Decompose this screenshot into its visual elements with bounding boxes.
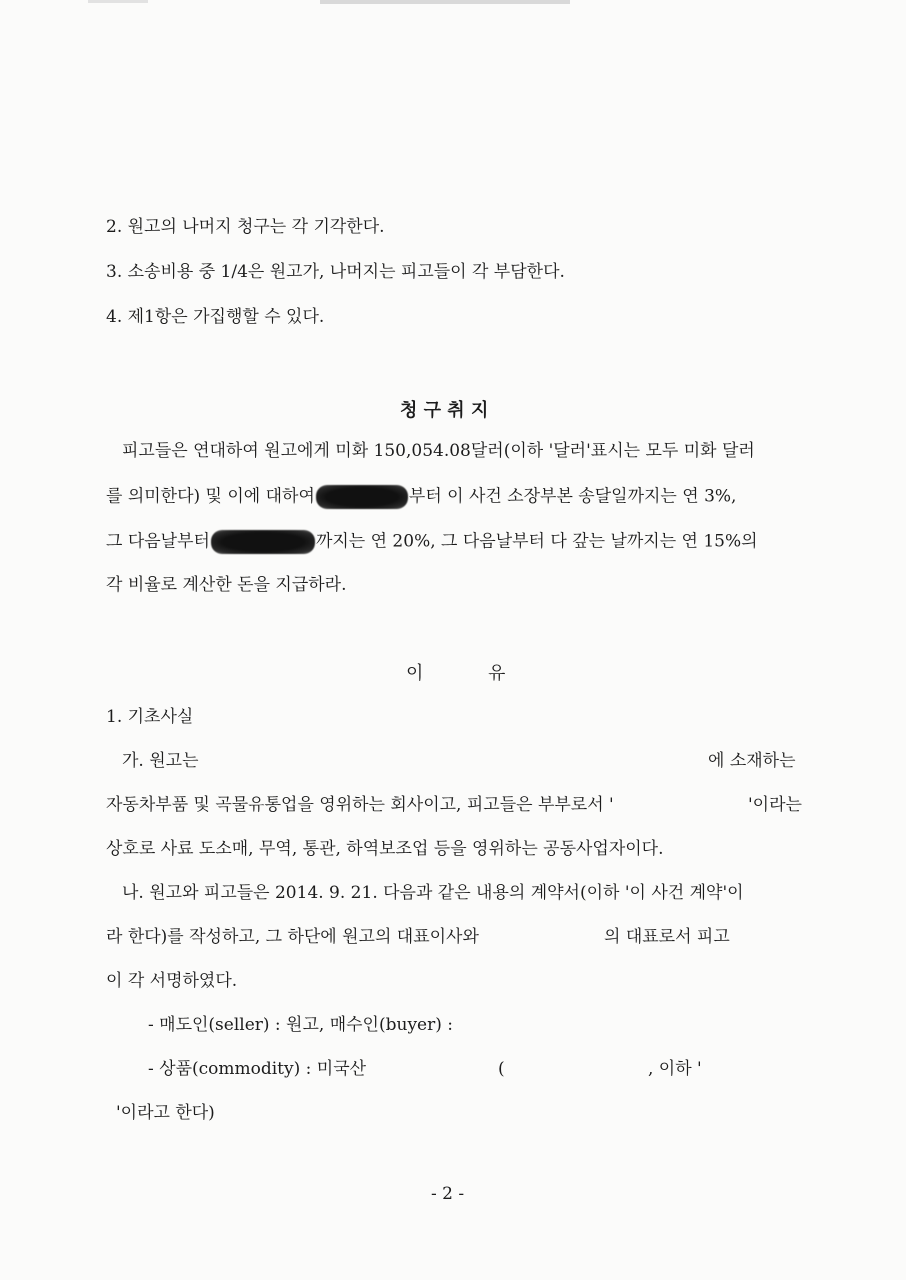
- scan-edge-mark: [320, 0, 570, 4]
- reason-heading-right: 유: [488, 663, 506, 684]
- claim-heading: 청 구 취 지: [400, 400, 489, 421]
- contract-detail-alias-end: '이라고 한다): [116, 1103, 215, 1123]
- order-item-3: 3. 소송비용 중 1/4은 원고가, 나머지는 피고들이 각 부담한다.: [106, 262, 565, 282]
- fact-ga-line-3: 상호로 사료 도소매, 무역, 통관, 하역보조업 등을 영위하는 공동사업자이다.: [106, 839, 664, 859]
- claim-line-3: [106, 530, 758, 554]
- claim-line-2: [106, 485, 736, 509]
- contract-detail-paren: (: [498, 1059, 505, 1079]
- fact-na-line-1: 나. 원고와 피고들은 2014. 9. 21. 다음과 같은 내용의 계약서(이하 '이 사건 계약'이: [122, 883, 744, 903]
- contract-detail-alias: , 이하 ': [648, 1059, 702, 1079]
- scan-edge-mark: [88, 0, 148, 3]
- fact-na-line-2-start: 라 한다)를 작성하고, 그 하단에 원고의 대표이사와: [106, 927, 479, 947]
- fact-ga-line-2-end: '이라는: [748, 795, 802, 815]
- claim-line-2-start: 를 의미한다) 및 이에 대하여: [106, 486, 315, 507]
- fact-na-line-2-end: 의 대표로서 피고: [604, 927, 730, 947]
- page-number: - 2 -: [431, 1184, 465, 1204]
- claim-line-2-end: 부터 이 사건 소장부본 송달일까지는 연 3%,: [408, 486, 737, 507]
- claim-line-3-end: 까지는 연 20%, 그 다음날부터 다 갚는 날까지는 연 15%의: [315, 531, 758, 552]
- reason-heading-left: 이: [406, 663, 424, 684]
- contract-detail-commodity: - 상품(commodity) : 미국산: [148, 1059, 367, 1079]
- redaction-mark: [211, 530, 315, 554]
- claim-line-1: 피고들은 연대하여 원고에게 미화 150,054.08달러(이하 '달러'표시는 모두 미화 달러: [122, 441, 755, 461]
- fact-ga-line-1-end: 에 소재하는: [708, 751, 796, 771]
- claim-line-4: 각 비율로 계산한 돈을 지급하라.: [106, 575, 347, 595]
- fact-na-line-3: 이 각 서명하였다.: [106, 971, 238, 991]
- section-basic-facts: 1. 기초사실: [106, 707, 194, 727]
- order-item-4: 4. 제1항은 가집행할 수 있다.: [106, 307, 325, 327]
- fact-ga-line-1-start: 가. 원고는: [122, 751, 199, 771]
- claim-line-3-start: 그 다음날부터: [106, 531, 210, 552]
- contract-detail-seller: - 매도인(seller) : 원고, 매수인(buyer) :: [148, 1015, 453, 1035]
- redaction-mark: [316, 485, 408, 509]
- fact-ga-line-2-start: 자동차부품 및 곡물유통업을 영위하는 회사이고, 피고들은 부부로서 ': [106, 795, 614, 815]
- order-item-2: 2. 원고의 나머지 청구는 각 기각한다.: [106, 217, 385, 237]
